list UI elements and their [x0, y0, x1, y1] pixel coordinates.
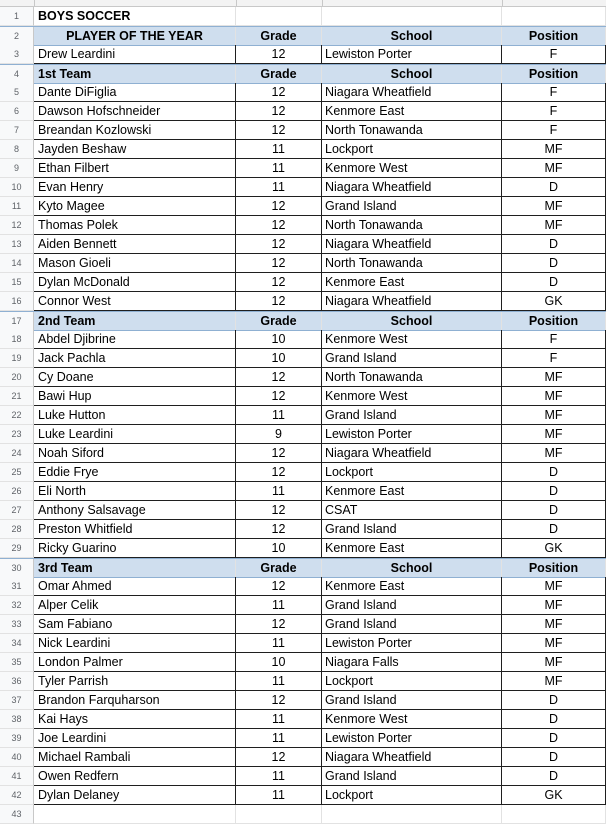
school-cell[interactable]: CSAT — [322, 501, 502, 520]
school-cell[interactable]: Kenmore East — [322, 102, 502, 121]
name-cell[interactable]: Sam Fabiano — [34, 615, 236, 634]
grade-cell[interactable]: 12 — [236, 197, 322, 216]
position-cell[interactable]: GK — [502, 786, 606, 805]
position-cell[interactable]: MF — [502, 387, 606, 406]
empty-row — [0, 805, 606, 824]
grade-cell[interactable]: 12 — [236, 615, 322, 634]
table-row — [0, 197, 606, 216]
name-cell[interactable]: Ricky Guarino — [34, 539, 236, 558]
position-cell[interactable]: F — [502, 45, 606, 64]
table-row — [0, 349, 606, 368]
table-row — [0, 425, 606, 444]
school-cell[interactable] — [322, 7, 502, 26]
table-row — [0, 292, 606, 311]
row-number[interactable]: 33 — [0, 615, 34, 634]
position-cell[interactable] — [502, 7, 606, 26]
school-cell[interactable]: North Tonawanda — [322, 121, 502, 140]
table-row — [0, 482, 606, 501]
position-cell[interactable]: GK — [502, 292, 606, 311]
position-cell[interactable]: MF — [502, 140, 606, 159]
position-cell[interactable]: D — [502, 463, 606, 482]
school-cell[interactable]: Lewiston Porter — [322, 425, 502, 444]
name-cell[interactable]: Evan Henry — [34, 178, 236, 197]
row-number[interactable]: 25 — [0, 463, 34, 482]
position-cell[interactable]: D — [502, 710, 606, 729]
grade-cell[interactable]: 12 — [236, 463, 322, 482]
name-cell[interactable]: Omar Ahmed — [34, 577, 236, 596]
grade-cell[interactable]: 10 — [236, 349, 322, 368]
position-cell[interactable]: MF — [502, 596, 606, 615]
position-cell[interactable]: MF — [502, 368, 606, 387]
row-number[interactable]: 20 — [0, 368, 34, 387]
row-number[interactable]: 29 — [0, 539, 34, 558]
row-number[interactable]: 7 — [0, 121, 34, 140]
name-cell[interactable]: Michael Rambali — [34, 748, 236, 767]
table-row — [0, 368, 606, 387]
table-row — [0, 539, 606, 558]
school-cell[interactable]: Kenmore East — [322, 273, 502, 292]
row-number[interactable]: 12 — [0, 216, 34, 235]
table-row — [0, 444, 606, 463]
column-divider — [322, 0, 323, 6]
name-cell[interactable]: Dylan McDonald — [34, 273, 236, 292]
name-cell[interactable]: Anthony Salsavage — [34, 501, 236, 520]
grade-cell[interactable] — [236, 7, 322, 26]
grade-cell[interactable]: 12 — [236, 235, 322, 254]
row-number[interactable]: 1 — [0, 7, 34, 26]
table-row — [0, 121, 606, 140]
grade-cell[interactable]: 12 — [236, 254, 322, 273]
grade-cell[interactable]: 11 — [236, 159, 322, 178]
position-cell[interactable]: D — [502, 691, 606, 710]
name-cell[interactable]: Connor West — [34, 292, 236, 311]
section-header-row — [0, 64, 606, 83]
column-header-strip[interactable] — [0, 0, 606, 7]
name-cell[interactable]: Kai Hays — [34, 710, 236, 729]
school-cell[interactable]: North Tonawanda — [322, 254, 502, 273]
name-cell[interactable]: Owen Redfern — [34, 767, 236, 786]
name-cell[interactable]: Dante DiFiglia — [34, 83, 236, 102]
table-row — [0, 520, 606, 539]
school-cell[interactable]: Grand Island — [322, 691, 502, 710]
table-row — [0, 577, 606, 596]
name-cell[interactable]: Mason Gioeli — [34, 254, 236, 273]
position-cell[interactable]: MF — [502, 577, 606, 596]
grade-cell[interactable]: 12 — [236, 577, 322, 596]
grade-cell[interactable]: Grade — [236, 559, 322, 578]
position-cell[interactable]: D — [502, 767, 606, 786]
school-cell[interactable]: Kenmore West — [322, 387, 502, 406]
name-cell[interactable]: Joe Leardini — [34, 729, 236, 748]
name-cell[interactable]: Luke Leardini — [34, 425, 236, 444]
table-row — [0, 767, 606, 786]
school-cell[interactable]: Niagara Wheatfield — [322, 83, 502, 102]
name-cell[interactable]: 2nd Team — [34, 312, 236, 331]
row-number[interactable]: 3 — [0, 45, 34, 64]
grade-cell[interactable]: 10 — [236, 539, 322, 558]
name-cell[interactable]: 3rd Team — [34, 559, 236, 578]
name-cell[interactable]: Eddie Frye — [34, 463, 236, 482]
column-divider — [502, 0, 503, 6]
position-cell[interactable]: MF — [502, 425, 606, 444]
table-row — [0, 596, 606, 615]
school-cell[interactable]: Lockport — [322, 140, 502, 159]
column-divider — [34, 0, 35, 6]
grade-cell[interactable]: 11 — [236, 729, 322, 748]
row-number[interactable]: 40 — [0, 748, 34, 767]
row-number[interactable]: 15 — [0, 273, 34, 292]
table-row — [0, 140, 606, 159]
grade-cell[interactable]: 12 — [236, 121, 322, 140]
grade-cell[interactable]: 12 — [236, 387, 322, 406]
grade-cell[interactable]: 12 — [236, 691, 322, 710]
row-number[interactable]: 4 — [0, 65, 34, 84]
position-cell[interactable]: D — [502, 748, 606, 767]
name-cell[interactable]: Nick Leardini — [34, 634, 236, 653]
position-cell[interactable]: MF — [502, 615, 606, 634]
table-row — [0, 235, 606, 254]
table-row — [0, 45, 606, 64]
grade-cell[interactable]: 11 — [236, 596, 322, 615]
name-cell[interactable]: Ethan Filbert — [34, 159, 236, 178]
position-cell[interactable]: D — [502, 520, 606, 539]
table-row — [0, 83, 606, 102]
position-cell[interactable]: MF — [502, 672, 606, 691]
school-cell[interactable]: Grand Island — [322, 406, 502, 425]
table-row — [0, 102, 606, 121]
grade-cell[interactable]: 11 — [236, 672, 322, 691]
grade-cell[interactable]: 11 — [236, 710, 322, 729]
position-cell[interactable]: D — [502, 235, 606, 254]
row-number[interactable]: 16 — [0, 292, 34, 311]
row-number[interactable]: 2 — [0, 27, 34, 46]
grade-cell[interactable]: 10 — [236, 330, 322, 349]
school-cell[interactable]: Lockport — [322, 463, 502, 482]
row-number[interactable]: 27 — [0, 501, 34, 520]
name-cell[interactable]: Cy Doane — [34, 368, 236, 387]
school-cell[interactable]: Niagara Wheatfield — [322, 178, 502, 197]
position-cell[interactable]: GK — [502, 539, 606, 558]
school-cell[interactable]: Lewiston Porter — [322, 634, 502, 653]
grade-cell[interactable]: 12 — [236, 83, 322, 102]
position-cell[interactable]: F — [502, 121, 606, 140]
grade-cell[interactable]: Grade — [236, 65, 322, 84]
name-cell[interactable]: Jayden Beshaw — [34, 140, 236, 159]
school-cell[interactable]: Grand Island — [322, 615, 502, 634]
school-cell[interactable]: Kenmore West — [322, 710, 502, 729]
table-row — [0, 387, 606, 406]
school-cell[interactable]: School — [322, 559, 502, 578]
name-cell[interactable]: Brandon Farquharson — [34, 691, 236, 710]
row-number[interactable]: 13 — [0, 235, 34, 254]
table-row — [0, 273, 606, 292]
row-number[interactable]: 10 — [0, 178, 34, 197]
name-cell[interactable]: Drew Leardini — [34, 45, 236, 64]
position-cell[interactable]: F — [502, 83, 606, 102]
row-number[interactable]: 39 — [0, 729, 34, 748]
grade-cell[interactable]: 12 — [236, 102, 322, 121]
name-cell[interactable]: Luke Hutton — [34, 406, 236, 425]
column-divider — [236, 0, 237, 6]
row-number[interactable]: 42 — [0, 786, 34, 805]
row-number[interactable]: 34 — [0, 634, 34, 653]
table-row — [0, 501, 606, 520]
position-cell[interactable]: Position — [502, 27, 606, 46]
row-number[interactable]: 26 — [0, 482, 34, 501]
section-header-row — [0, 558, 606, 577]
position-cell[interactable]: D — [502, 482, 606, 501]
school-cell[interactable]: School — [322, 312, 502, 331]
row-number[interactable]: 43 — [0, 805, 34, 824]
school-cell[interactable]: Niagara Wheatfield — [322, 235, 502, 254]
grade-cell[interactable]: 11 — [236, 634, 322, 653]
name-cell[interactable]: Bawi Hup — [34, 387, 236, 406]
grade-cell[interactable]: 12 — [236, 292, 322, 311]
table-row — [0, 254, 606, 273]
name-cell[interactable]: Dylan Delaney — [34, 786, 236, 805]
row-number[interactable]: 8 — [0, 140, 34, 159]
name-cell[interactable]: Thomas Polek — [34, 216, 236, 235]
position-cell[interactable]: MF — [502, 406, 606, 425]
grade-cell[interactable]: 12 — [236, 501, 322, 520]
school-cell[interactable]: Niagara Wheatfield — [322, 292, 502, 311]
school-cell[interactable]: Kenmore East — [322, 577, 502, 596]
grade-cell[interactable]: 12 — [236, 368, 322, 387]
table-row — [0, 178, 606, 197]
position-cell[interactable]: F — [502, 349, 606, 368]
table-row — [0, 710, 606, 729]
name-cell[interactable]: Eli North — [34, 482, 236, 501]
school-cell[interactable]: Grand Island — [322, 197, 502, 216]
position-cell[interactable]: MF — [502, 634, 606, 653]
name-cell[interactable] — [34, 805, 236, 824]
title-row — [0, 7, 606, 26]
row-number[interactable]: 5 — [0, 83, 34, 102]
grade-cell[interactable]: 12 — [236, 444, 322, 463]
name-cell[interactable]: London Palmer — [34, 653, 236, 672]
school-cell[interactable]: Lockport — [322, 786, 502, 805]
row-number[interactable]: 14 — [0, 254, 34, 273]
grade-cell[interactable]: 11 — [236, 767, 322, 786]
school-cell[interactable]: Lewiston Porter — [322, 45, 502, 64]
school-cell[interactable]: Lewiston Porter — [322, 729, 502, 748]
name-cell[interactable]: PLAYER OF THE YEAR — [34, 27, 236, 46]
section-header-row — [0, 311, 606, 330]
grade-cell[interactable] — [236, 805, 322, 824]
school-cell[interactable]: Niagara Falls — [322, 653, 502, 672]
row-number[interactable]: 32 — [0, 596, 34, 615]
table-row — [0, 653, 606, 672]
grade-cell[interactable]: Grade — [236, 312, 322, 331]
school-cell[interactable]: Grand Island — [322, 767, 502, 786]
position-cell[interactable]: Position — [502, 312, 606, 331]
row-number[interactable]: 6 — [0, 102, 34, 121]
grade-cell[interactable]: 12 — [236, 273, 322, 292]
position-cell[interactable]: D — [502, 273, 606, 292]
position-cell[interactable]: MF — [502, 197, 606, 216]
row-number[interactable]: 28 — [0, 520, 34, 539]
row-number[interactable]: 11 — [0, 197, 34, 216]
table-row — [0, 672, 606, 691]
position-cell[interactable]: Position — [502, 65, 606, 84]
position-cell[interactable]: F — [502, 102, 606, 121]
school-cell[interactable]: School — [322, 27, 502, 46]
table-row — [0, 729, 606, 748]
school-cell[interactable]: Lockport — [322, 672, 502, 691]
position-cell[interactable]: D — [502, 729, 606, 748]
table-row — [0, 330, 606, 349]
table-row — [0, 691, 606, 710]
table-row — [0, 159, 606, 178]
row-number[interactable]: 36 — [0, 672, 34, 691]
section-header-row — [0, 26, 606, 45]
school-cell[interactable]: School — [322, 65, 502, 84]
row-number[interactable]: 23 — [0, 425, 34, 444]
row-number[interactable]: 30 — [0, 559, 34, 578]
table-row — [0, 615, 606, 634]
school-cell[interactable]: North Tonawanda — [322, 368, 502, 387]
school-cell[interactable]: Grand Island — [322, 520, 502, 539]
row-number[interactable]: 22 — [0, 406, 34, 425]
row-number[interactable]: 31 — [0, 577, 34, 596]
grade-cell[interactable]: 11 — [236, 178, 322, 197]
school-cell[interactable]: Kenmore West — [322, 330, 502, 349]
position-cell[interactable] — [502, 805, 606, 824]
position-cell[interactable]: MF — [502, 216, 606, 235]
school-cell[interactable]: Grand Island — [322, 349, 502, 368]
name-cell[interactable]: BOYS SOCCER — [34, 7, 236, 26]
name-cell[interactable]: Abdel Djibrine — [34, 330, 236, 349]
position-cell[interactable]: MF — [502, 444, 606, 463]
row-number[interactable]: 37 — [0, 691, 34, 710]
school-cell[interactable]: Grand Island — [322, 596, 502, 615]
school-cell[interactable]: North Tonawanda — [322, 216, 502, 235]
school-cell[interactable]: Kenmore East — [322, 482, 502, 501]
name-cell[interactable]: Aiden Bennett — [34, 235, 236, 254]
grade-cell[interactable]: 11 — [236, 786, 322, 805]
table-row — [0, 748, 606, 767]
table-row — [0, 406, 606, 425]
grade-cell[interactable]: 10 — [236, 653, 322, 672]
grade-cell[interactable]: 12 — [236, 216, 322, 235]
name-cell[interactable]: Noah Siford — [34, 444, 236, 463]
grade-cell[interactable]: Grade — [236, 27, 322, 46]
grade-cell[interactable]: 11 — [236, 406, 322, 425]
row-number[interactable]: 24 — [0, 444, 34, 463]
name-cell[interactable]: Dawson Hofschneider — [34, 102, 236, 121]
name-cell[interactable]: Preston Whitfield — [34, 520, 236, 539]
name-cell[interactable]: Breandan Kozlowski — [34, 121, 236, 140]
name-cell[interactable]: Kyto Magee — [34, 197, 236, 216]
position-cell[interactable]: D — [502, 501, 606, 520]
grade-cell[interactable]: 12 — [236, 45, 322, 64]
position-cell[interactable]: F — [502, 330, 606, 349]
row-number[interactable]: 35 — [0, 653, 34, 672]
row-number[interactable]: 18 — [0, 330, 34, 349]
school-cell[interactable]: Niagara Wheatfield — [322, 748, 502, 767]
position-cell[interactable]: D — [502, 178, 606, 197]
grade-cell[interactable]: 11 — [236, 482, 322, 501]
table-row — [0, 786, 606, 805]
grade-cell[interactable]: 12 — [236, 520, 322, 539]
row-number[interactable]: 38 — [0, 710, 34, 729]
row-number[interactable]: 17 — [0, 312, 34, 331]
position-cell[interactable]: Position — [502, 559, 606, 578]
table-row — [0, 463, 606, 482]
row-number[interactable]: 41 — [0, 767, 34, 786]
name-cell[interactable]: Alper Celik — [34, 596, 236, 615]
row-number[interactable]: 9 — [0, 159, 34, 178]
row-number[interactable]: 21 — [0, 387, 34, 406]
name-cell[interactable]: Jack Pachla — [34, 349, 236, 368]
position-cell[interactable]: D — [502, 254, 606, 273]
table-row — [0, 216, 606, 235]
table-row — [0, 634, 606, 653]
name-cell[interactable]: Tyler Parrish — [34, 672, 236, 691]
school-cell[interactable]: Kenmore East — [322, 539, 502, 558]
school-cell[interactable] — [322, 805, 502, 824]
grade-cell[interactable]: 12 — [236, 748, 322, 767]
row-number[interactable]: 19 — [0, 349, 34, 368]
grade-cell[interactable]: 11 — [236, 140, 322, 159]
position-cell[interactable]: MF — [502, 653, 606, 672]
school-cell[interactable]: Kenmore West — [322, 159, 502, 178]
position-cell[interactable]: MF — [502, 159, 606, 178]
name-cell[interactable]: 1st Team — [34, 65, 236, 84]
grade-cell[interactable]: 9 — [236, 425, 322, 444]
school-cell[interactable]: Niagara Wheatfield — [322, 444, 502, 463]
